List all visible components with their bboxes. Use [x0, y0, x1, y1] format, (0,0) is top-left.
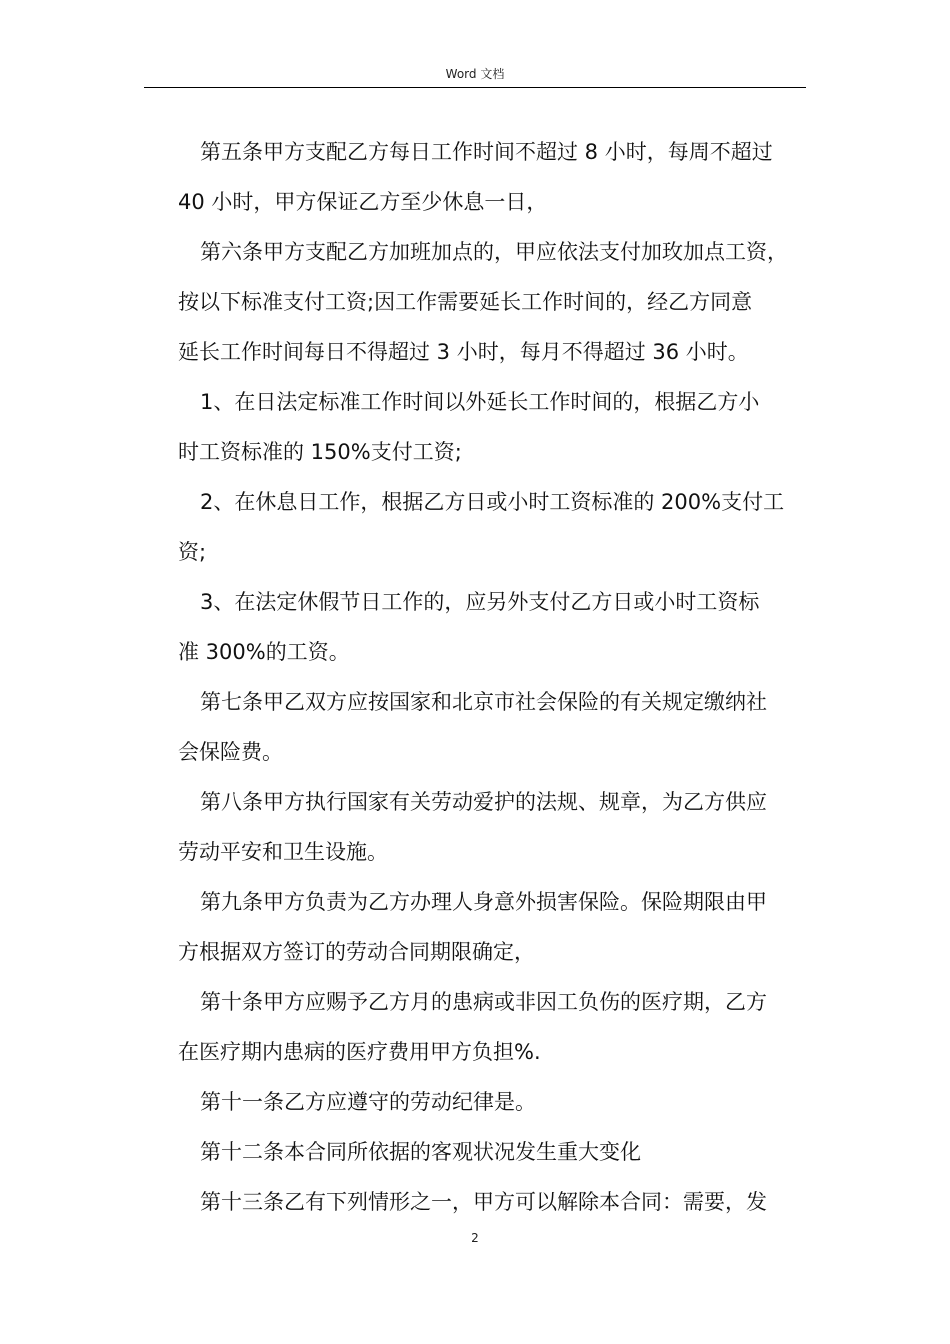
- text-line: 会保险费。: [178, 740, 283, 764]
- text-line: 方根据双方签订的劳动合同期限确定，: [178, 940, 535, 964]
- page-header: Word 文档: [445, 67, 505, 81]
- text-line: 第七条甲乙双方应按国家和北京市社会保险的有关规定缴纳社: [200, 690, 767, 714]
- text-line: 2、在休息日工作，根据乙方日或小时工资标准的 200%支付工: [200, 490, 785, 514]
- page-number: 2: [471, 1231, 479, 1245]
- text-line: 劳动平安和卫生设施。: [178, 840, 388, 864]
- text-line: 第十三条乙有下列情形之一，甲方可以解除本合同：需要，发: [200, 1190, 767, 1214]
- text-line: 第五条甲方支配乙方每日工作时间不超过 8 小时，每周不超过: [200, 140, 773, 164]
- text-line: 在医疗期内患病的医疗费用甲方负担%.: [178, 1040, 541, 1064]
- text-line: 第十一条乙方应遵守的劳动纪律是。: [200, 1090, 536, 1114]
- text-line: 第九条甲方负责为乙方办理人身意外损害保险。保险期限由甲: [200, 890, 767, 914]
- text-line: 第六条甲方支配乙方加班加点的，甲应依法支付加玫加点工资，: [200, 240, 788, 264]
- text-line: 延长工作时间每日不得超过 3 小时，每月不得超过 36 小时。: [178, 340, 749, 364]
- text-line: 第十二条本合同所依据的客观状况发生重大变化: [200, 1140, 641, 1164]
- text-line: 时工资标准的 150%支付工资;: [178, 440, 462, 464]
- text-line: 第八条甲方执行国家有关劳动爱护的法规、规章，为乙方供应: [200, 790, 767, 814]
- text-line: 3、在法定休假节日工作的，应另外支付乙方日或小时工资标: [200, 590, 760, 614]
- text-line: 按以下标准支付工资;因工作需要延长工作时间的，经乙方同意: [178, 290, 753, 314]
- text-line: 第十条甲方应赐予乙方月的患病或非因工负伤的医疗期，乙方: [200, 990, 767, 1014]
- text-line: 1、在日法定标准工作时间以外延长工作时间的，根据乙方小: [200, 390, 760, 414]
- header-divider: [144, 87, 806, 88]
- text-line: 40 小时，甲方保证乙方至少休息一日，: [178, 190, 548, 214]
- document-body: [178, 127, 818, 1227]
- text-line: 资;: [178, 540, 207, 564]
- text-line: 准 300%的工资。: [178, 640, 350, 664]
